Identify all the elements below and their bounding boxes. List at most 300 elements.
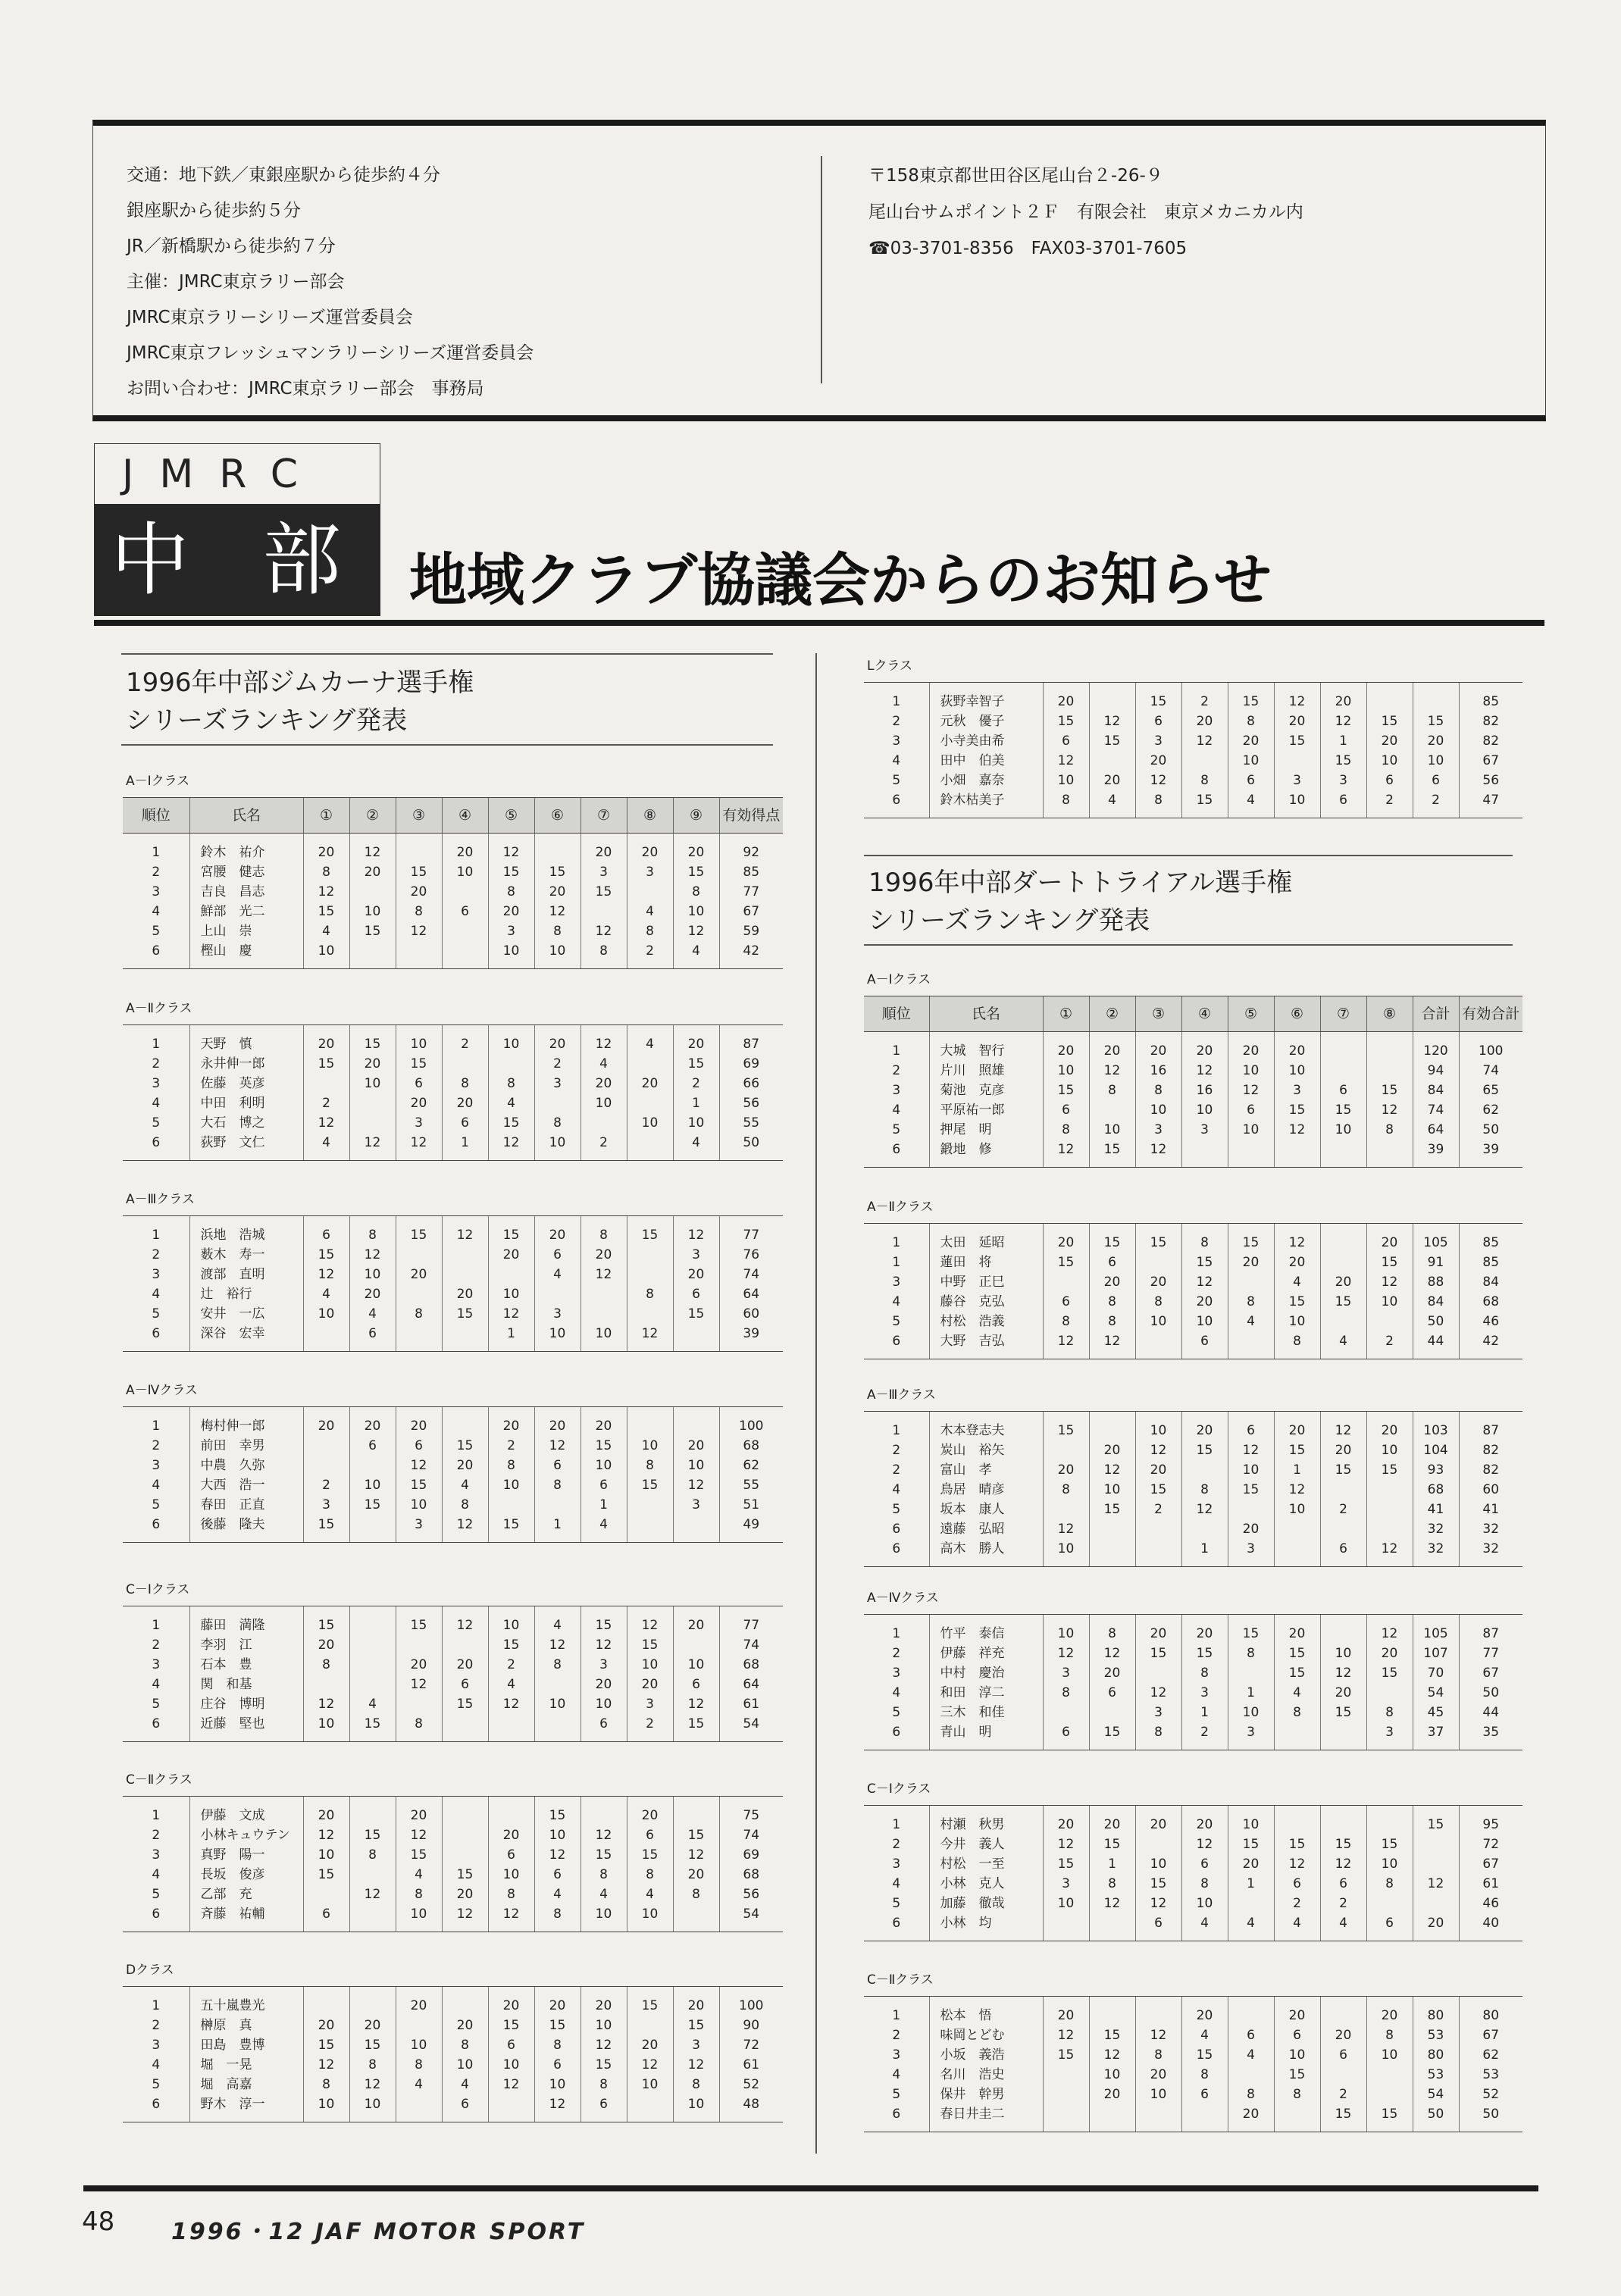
rank-cell: 6	[123, 1324, 189, 1352]
score-cell	[1320, 1997, 1366, 2026]
score-cell: 15	[1413, 1806, 1459, 1835]
table-row	[123, 1304, 783, 1324]
table-row	[123, 1133, 783, 1161]
driver-name-cell: 石本 豊	[189, 1655, 303, 1675]
score-cell: 6	[534, 1865, 580, 1885]
score-cell: 12	[1135, 1140, 1181, 1168]
rank-cell: 6	[864, 1331, 929, 1359]
score-cell: 6	[1043, 731, 1089, 751]
table-row	[864, 1683, 1522, 1703]
score-cell: 1	[534, 1515, 580, 1543]
score-cell: 20	[673, 1436, 719, 1456]
score-cell: 8	[1089, 1081, 1135, 1100]
score-cell: 67	[1459, 1854, 1522, 1874]
column-header: ⑥	[534, 798, 580, 834]
score-cell: 8	[1135, 790, 1181, 818]
driver-name-cell: 伊藤 祥充	[929, 1644, 1043, 1663]
score-cell: 8	[1366, 1120, 1413, 1140]
score-cell: 15	[1089, 1835, 1135, 1854]
score-cell: 6	[580, 2094, 627, 2122]
score-cell	[303, 1987, 349, 2016]
score-cell: 10	[580, 1694, 627, 1714]
score-cell: 1	[1228, 1874, 1274, 1894]
score-cell: 10	[303, 2094, 349, 2122]
score-cell: 15	[673, 1054, 719, 1074]
score-cell: 20	[1043, 1032, 1089, 1062]
score-cell: 2	[1320, 1894, 1366, 1913]
score-cell: 10	[627, 2075, 673, 2094]
score-cell: 6	[349, 1324, 396, 1352]
score-cell: 20	[1274, 1412, 1320, 1441]
score-cell: 8	[673, 1885, 719, 1904]
score-cell: 20	[580, 1675, 627, 1694]
score-cell: 12	[1135, 1894, 1181, 1913]
score-cell: 20	[534, 882, 580, 902]
score-cell: 4	[534, 1885, 580, 1904]
score-cell	[1366, 1806, 1413, 1835]
score-cell: 8	[488, 882, 534, 902]
rank-cell: 2	[152, 1828, 161, 1843]
driver-name-cell: 木本登志夫	[929, 1412, 1043, 1441]
table-row	[123, 2035, 783, 2055]
rank-cell: 6	[123, 1133, 189, 1161]
score-cell: 8	[1089, 1615, 1135, 1644]
score-cell: 4	[303, 921, 349, 941]
table-row	[864, 1272, 1522, 1292]
score-cell: 15	[1366, 1460, 1413, 1480]
score-cell: 2	[673, 1074, 719, 1093]
rank-cell: 2	[152, 2018, 161, 2033]
score-cell: 50	[719, 1133, 783, 1161]
table-row	[864, 1539, 1522, 1567]
score-cell	[1089, 1412, 1135, 1441]
score-cell: 3	[673, 1495, 719, 1515]
score-cell: 15	[349, 1825, 396, 1845]
score-cell: 20	[1228, 2104, 1274, 2132]
dirt-title	[868, 864, 1292, 940]
driver-name-cell: 佐藤 英彦	[189, 1074, 303, 1093]
score-cell: 91	[1413, 1253, 1459, 1272]
score-cell	[1274, 2104, 1320, 2132]
driver-name-cell: 田中 伯美	[929, 751, 1043, 771]
score-cell: 15	[1228, 1835, 1274, 1854]
info-line: お問い合わせ：JMRC東京ラリー部会 事務局	[127, 379, 484, 399]
score-cell: 6	[442, 1675, 488, 1694]
score-cell: 1	[1228, 1683, 1274, 1703]
driver-name-cell: 鍛地 修	[929, 1140, 1043, 1168]
score-cell: 12	[349, 1245, 396, 1265]
score-cell	[673, 1904, 719, 1932]
score-cell: 10	[1228, 1703, 1274, 1722]
score-cell: 3	[1135, 1120, 1181, 1140]
score-cell	[1320, 2065, 1366, 2085]
driver-name-cell: 鮮部 光二	[189, 902, 303, 921]
score-cell: 15	[1089, 1500, 1135, 1519]
score-cell: 4	[1274, 1272, 1320, 1292]
score-cell: 10	[1228, 1120, 1274, 1140]
rank-cell: 4	[892, 1294, 901, 1309]
score-cell: 20	[442, 1456, 488, 1475]
score-cell: 6	[1089, 1683, 1135, 1703]
score-cell: 15	[1366, 1663, 1413, 1683]
score-cell	[1089, 1539, 1135, 1567]
score-cell: 88	[1413, 1272, 1459, 1292]
score-cell: 56	[719, 1093, 783, 1113]
rank-cell: 1	[152, 845, 161, 860]
score-cell: 10	[1135, 1312, 1181, 1331]
score-cell: 6	[1135, 712, 1181, 731]
class-label: C－Ⅰクラス	[126, 1582, 190, 1597]
score-cell: 8	[1274, 1331, 1320, 1359]
score-cell: 20	[1181, 1997, 1228, 2026]
score-cell: 8	[627, 1865, 673, 1885]
score-cell: 20	[580, 1407, 627, 1437]
score-cell: 3	[580, 862, 627, 882]
score-cell: 15	[349, 921, 396, 941]
score-cell: 15	[1228, 1224, 1274, 1253]
score-cell: 12	[1089, 2045, 1135, 2065]
score-cell: 53	[1413, 2025, 1459, 2045]
column-header: 順位	[864, 996, 929, 1032]
score-cell: 55	[719, 1475, 783, 1495]
score-cell: 60	[719, 1304, 783, 1324]
score-cell	[1228, 1272, 1274, 1292]
score-cell: 15	[1181, 1644, 1228, 1663]
score-cell: 15	[488, 1216, 534, 1246]
table-row	[864, 1412, 1522, 1441]
rank-cell: 2	[892, 1462, 901, 1478]
score-cell: 39	[1413, 1140, 1459, 1168]
driver-name-cell: 今井 義人	[929, 1835, 1043, 1854]
driver-name-cell: 安井 一広	[189, 1304, 303, 1324]
score-cell	[396, 1694, 442, 1714]
table-row	[123, 834, 783, 863]
score-cell	[303, 1324, 349, 1352]
score-cell: 12	[303, 2055, 349, 2075]
score-cell: 55	[719, 1113, 783, 1133]
score-cell: 12	[488, 1133, 534, 1161]
score-cell: 74	[719, 1265, 783, 1284]
score-cell	[580, 1113, 627, 1133]
driver-name-cell: 中農 久弥	[189, 1456, 303, 1475]
column-header: ②	[1089, 996, 1135, 1032]
score-cell	[303, 1074, 349, 1093]
rank-cell: 1	[864, 1997, 929, 2026]
score-cell: 8	[580, 1216, 627, 1246]
score-cell: 64	[1413, 1120, 1459, 1140]
table-row	[123, 2055, 783, 2075]
score-cell: 6	[1274, 2025, 1320, 2045]
table-row	[864, 1644, 1522, 1663]
driver-name-cell: 小寺美由希	[929, 731, 1043, 751]
score-cell: 8	[627, 1284, 673, 1304]
driver-name-cell: 菊池 克彦	[929, 1081, 1043, 1100]
column-header: ④	[1181, 996, 1228, 1032]
driver-name-cell: 吉良 昌志	[189, 882, 303, 902]
score-cell: 8	[580, 1865, 627, 1885]
event-info-box	[92, 120, 1546, 421]
class-label: A－Ⅱクラス	[126, 1001, 192, 1016]
score-cell: 10	[1043, 1615, 1089, 1644]
score-cell: 20	[1366, 1997, 1413, 2026]
table-row	[123, 1025, 783, 1055]
score-cell: 15	[1274, 1835, 1320, 1854]
score-cell: 12	[442, 1606, 488, 1636]
score-cell: 3	[1228, 1539, 1274, 1567]
event-info-access	[127, 158, 534, 407]
score-cell: 12	[442, 1515, 488, 1543]
column-header: 合計	[1413, 996, 1459, 1032]
score-cell: 6	[1413, 771, 1459, 790]
table-row	[864, 1519, 1522, 1539]
score-cell: 20	[442, 1284, 488, 1304]
score-cell: 10	[1135, 1412, 1181, 1441]
score-cell: 8	[1089, 1292, 1135, 1312]
score-cell	[1089, 2104, 1135, 2132]
score-cell	[1320, 1140, 1366, 1168]
rank-cell: 1	[123, 1987, 189, 2016]
table-row	[123, 1885, 783, 1904]
score-cell: 20	[1181, 1615, 1228, 1644]
score-cell	[349, 1904, 396, 1932]
score-cell	[1274, 1519, 1320, 1539]
rank-cell: 5	[892, 1705, 901, 1720]
score-cell: 3	[1135, 731, 1181, 751]
score-cell: 8	[580, 2075, 627, 2094]
rank-cell: 6	[123, 1714, 189, 1742]
score-cell: 12	[1320, 1412, 1366, 1441]
rank-cell: 5	[892, 1122, 901, 1137]
score-cell: 2	[488, 1655, 534, 1675]
driver-name-cell: 榊原 真	[189, 2016, 303, 2035]
info-line: 主催：JMRC東京ラリー部会	[127, 272, 345, 292]
driver-name-cell: 藤田 満隆	[189, 1606, 303, 1636]
score-cell: 74	[1413, 1100, 1459, 1120]
score-cell: 4	[1320, 1913, 1366, 1941]
score-cell: 15	[1320, 1292, 1366, 1312]
score-cell: 3	[1366, 1722, 1413, 1750]
score-cell: 87	[1459, 1615, 1522, 1644]
table-row	[123, 1245, 783, 1265]
score-cell: 12	[627, 2055, 673, 2075]
score-cell: 1	[1274, 1460, 1320, 1480]
rank-cell: 6	[864, 2104, 929, 2132]
score-cell: 6	[1181, 1854, 1228, 1874]
score-cell: 1	[1181, 1539, 1228, 1567]
score-cell: 3	[673, 2035, 719, 2055]
score-cell: 10	[534, 941, 580, 969]
score-cell: 20	[1181, 1292, 1228, 1312]
score-cell: 12	[1181, 1272, 1228, 1292]
score-cell: 12	[534, 2094, 580, 2122]
score-cell: 72	[719, 2035, 783, 2055]
score-cell: 12	[1089, 1644, 1135, 1663]
score-cell: 12	[534, 1436, 580, 1456]
driver-name-cell: 加藤 徹哉	[929, 1894, 1043, 1913]
score-cell	[349, 1987, 396, 2016]
score-cell: 8	[1181, 1663, 1228, 1683]
score-cell: 15	[442, 1436, 488, 1456]
table-row	[864, 2025, 1522, 2045]
score-cell: 1	[580, 1495, 627, 1515]
score-cell	[1366, 2085, 1413, 2104]
score-cell	[442, 1714, 488, 1742]
score-cell: 6	[1320, 790, 1366, 818]
table-row	[123, 1635, 783, 1655]
score-cell: 8	[396, 902, 442, 921]
rank-cell: 1	[123, 1606, 189, 1636]
table-row	[864, 1081, 1522, 1100]
table-row	[864, 2045, 1522, 2065]
rank-cell: 1	[892, 1255, 901, 1270]
score-cell: 10	[534, 1133, 580, 1161]
score-cell: 15	[1413, 712, 1459, 731]
score-cell	[580, 902, 627, 921]
score-cell: 12	[1366, 1615, 1413, 1644]
score-cell: 8	[396, 2055, 442, 2075]
info-line: 銀座駅から徒歩約５分	[127, 201, 301, 221]
score-cell: 15	[1320, 1835, 1366, 1854]
score-cell: 8	[1043, 1312, 1089, 1331]
score-cell: 100	[1459, 1032, 1522, 1062]
score-cell: 12	[580, 1825, 627, 1845]
table-row	[864, 1997, 1522, 2026]
rank-cell: 1	[864, 1615, 929, 1644]
score-cell: 15	[1320, 751, 1366, 771]
table-row	[123, 1284, 783, 1304]
score-cell: 8	[1043, 1683, 1089, 1703]
score-cell: 20	[1043, 1997, 1089, 2026]
score-cell: 20	[534, 1025, 580, 1055]
score-cell: 15	[303, 2035, 349, 2055]
table-row	[864, 1703, 1522, 1722]
score-cell	[534, 834, 580, 863]
driver-name-cell: 鳥居 晴彦	[929, 1480, 1043, 1500]
driver-name-cell: 高木 勝人	[929, 1539, 1043, 1567]
score-cell: 12	[1274, 683, 1320, 712]
score-cell	[1366, 1683, 1413, 1703]
score-cell: 3	[1181, 1683, 1228, 1703]
score-cell: 15	[303, 1245, 349, 1265]
driver-name-cell: 炭山 裕矢	[929, 1440, 1043, 1460]
score-cell	[1043, 1272, 1089, 1292]
score-cell: 12	[1274, 1480, 1320, 1500]
driver-name-cell: 庄谷 博明	[189, 1694, 303, 1714]
rank-cell: 6	[123, 1515, 189, 1543]
score-cell: 20	[1089, 1440, 1135, 1460]
driver-name-cell: 遠藤 弘昭	[929, 1519, 1043, 1539]
score-cell: 54	[719, 1714, 783, 1742]
score-cell: 15	[1320, 2104, 1366, 2132]
score-cell	[1181, 751, 1228, 771]
rank-cell: 3	[152, 1657, 161, 1672]
score-cell: 20	[673, 1987, 719, 2016]
score-cell: 8	[1181, 2065, 1228, 2085]
score-cell: 8	[349, 1845, 396, 1865]
score-cell: 10	[534, 2075, 580, 2094]
score-cell: 8	[534, 921, 580, 941]
score-cell: 20	[303, 834, 349, 863]
score-cell: 15	[627, 1475, 673, 1495]
rank-cell: 4	[892, 1876, 901, 1891]
score-cell: 85	[1459, 1224, 1522, 1253]
score-cell: 42	[719, 941, 783, 969]
score-cell: 20	[1181, 1806, 1228, 1835]
score-cell: 12	[1274, 1224, 1320, 1253]
score-cell: 10	[1274, 1312, 1320, 1331]
driver-name-cell: 野木 淳一	[189, 2094, 303, 2122]
score-cell	[1089, 751, 1135, 771]
score-cell: 6	[1181, 1331, 1228, 1359]
rank-cell: 2	[152, 865, 161, 880]
score-cell: 10	[673, 1113, 719, 1133]
score-cell: 4	[534, 1606, 580, 1636]
score-cell	[627, 1265, 673, 1284]
table-row	[864, 1140, 1522, 1168]
rank-cell: 1	[864, 1806, 929, 1835]
score-cell: 20	[627, 834, 673, 863]
score-cell	[1366, 1061, 1413, 1081]
score-cell	[580, 1304, 627, 1324]
score-cell	[442, 1825, 488, 1845]
score-cell	[1043, 1913, 1089, 1941]
score-cell: 68	[719, 1655, 783, 1675]
score-cell: 69	[719, 1054, 783, 1074]
info-line: JMRC東京フレッシュマンラリーシリーズ運営委員会	[127, 343, 534, 363]
table-row	[864, 1460, 1522, 1480]
driver-name-cell: 鈴木 祐介	[189, 834, 303, 863]
score-cell: 10	[442, 862, 488, 882]
score-cell: 15	[673, 1714, 719, 1742]
score-cell: 15	[349, 2035, 396, 2055]
score-cell: 12	[396, 921, 442, 941]
score-cell: 15	[349, 1025, 396, 1055]
score-cell: 12	[1043, 1835, 1089, 1854]
score-cell: 12	[396, 1456, 442, 1475]
score-cell	[396, 1324, 442, 1352]
table-row	[864, 1913, 1522, 1941]
score-cell: 10	[396, 1025, 442, 1055]
score-cell: 10	[349, 2094, 396, 2122]
table-row	[864, 1120, 1522, 1140]
driver-name-cell: 樫山 慶	[189, 941, 303, 969]
table-row	[123, 2075, 783, 2094]
driver-name-cell: 富山 孝	[929, 1460, 1043, 1480]
score-cell	[673, 1324, 719, 1352]
score-cell: 10	[627, 1904, 673, 1932]
score-cell: 20	[1320, 2025, 1366, 2045]
score-cell: 77	[719, 882, 783, 902]
column-header: ⑥	[1274, 996, 1320, 1032]
rank-cell: 1	[123, 1797, 189, 1826]
score-cell: 1	[488, 1324, 534, 1352]
score-cell: 80	[1413, 2045, 1459, 2065]
score-cell: 20	[349, 1054, 396, 1074]
score-cell: 20	[580, 1987, 627, 2016]
score-cell: 15	[1366, 712, 1413, 731]
score-cell	[303, 1675, 349, 1694]
score-cell: 1	[1089, 1854, 1135, 1874]
score-cell: 3	[396, 1515, 442, 1543]
score-cell: 3	[627, 1694, 673, 1714]
driver-name-cell: 保井 幹男	[929, 2085, 1043, 2104]
score-cell	[673, 1797, 719, 1826]
score-cell: 15	[349, 1495, 396, 1515]
score-cell: 4	[442, 2075, 488, 2094]
score-cell: 12	[580, 1635, 627, 1655]
driver-name-cell: 深谷 宏幸	[189, 1324, 303, 1352]
rank-cell: 5	[152, 1697, 161, 1712]
